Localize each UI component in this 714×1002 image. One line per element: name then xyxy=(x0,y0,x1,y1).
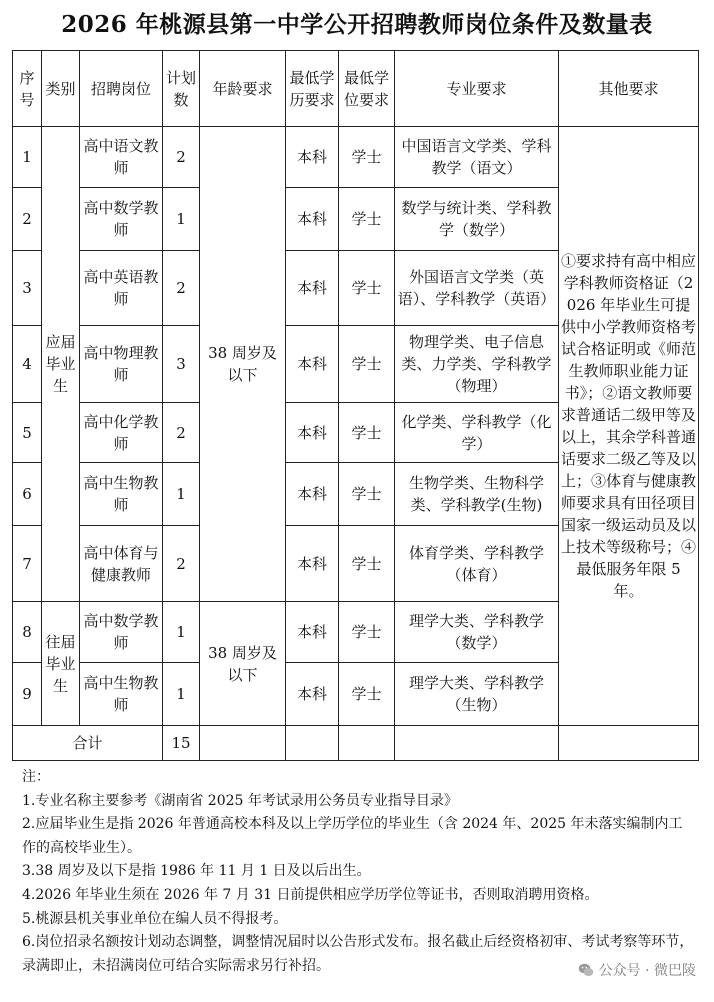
row-degree: 学士 xyxy=(339,326,395,403)
note-item: 1.专业名称主要参考《湖南省 2025 年考试录用公务员专业指导目录》 xyxy=(22,792,458,809)
header-age: 年龄要求 xyxy=(200,51,286,127)
row-position: 高中体育与健康教师 xyxy=(80,526,163,602)
header-category: 类别 xyxy=(42,51,80,127)
row-plan: 1 xyxy=(163,188,200,251)
row-major: 数学与统计类、学科教学（数学） xyxy=(395,188,559,251)
row-position: 高中物理教师 xyxy=(80,326,163,403)
row-plan: 2 xyxy=(163,403,200,463)
row-major: 中国语言文学类、学科教学（语文） xyxy=(395,127,559,188)
header-plan: 计划数 xyxy=(163,51,200,127)
total-row xyxy=(13,726,699,761)
row-plan: 3 xyxy=(163,326,200,403)
watermark xyxy=(578,960,696,980)
row-seq: 1 xyxy=(13,127,42,188)
row-seq: 8 xyxy=(13,602,42,663)
row-seq: 2 xyxy=(13,188,42,251)
row-seq: 7 xyxy=(13,526,42,602)
row-plan: 1 xyxy=(163,463,200,526)
header-other: 其他要求 xyxy=(559,51,699,127)
notes-section xyxy=(22,766,694,978)
total-label: 合计 xyxy=(13,726,163,761)
row-plan: 2 xyxy=(163,127,200,188)
row-degree: 学士 xyxy=(339,127,395,188)
note-item: 3.38 周岁及以下是指 1986 年 11 月 1 日及以后出生。 xyxy=(22,863,371,880)
note-item: 4.2026 年毕业生须在 2026 年 7 月 31 日前提供相应学历学位等证书，否则取消聘用资格。 xyxy=(22,886,599,903)
row-major: 理学大类、学科教学（生物） xyxy=(395,663,559,726)
row-major: 体育学类、学科教学（体育） xyxy=(395,526,559,602)
row-degree: 学士 xyxy=(339,403,395,463)
age-fresh: 38 周岁及以下 xyxy=(200,127,286,602)
row-seq: 3 xyxy=(13,251,42,326)
header-major: 专业要求 xyxy=(395,51,559,127)
note-item: 5.桃源县机关事业单位在编人员不得报考。 xyxy=(22,910,288,927)
row-degree: 学士 xyxy=(339,188,395,251)
row-major: 理学大类、学科教学（数学） xyxy=(395,602,559,663)
row-degree: 学士 xyxy=(339,463,395,526)
row-seq: 4 xyxy=(13,326,42,403)
notes-heading: 注： xyxy=(22,769,50,785)
row-plan: 1 xyxy=(163,602,200,663)
watermark-text: 公众号 · 微巴陵 xyxy=(598,963,696,979)
header-degree: 最低学位要求 xyxy=(339,51,395,127)
category-fresh: 应届毕业生 xyxy=(42,127,80,602)
row-degree: 学士 xyxy=(339,663,395,726)
table-row xyxy=(13,127,699,188)
row-position: 高中英语教师 xyxy=(80,251,163,326)
header-row xyxy=(13,51,699,127)
row-plan: 2 xyxy=(163,526,200,602)
row-edu: 本科 xyxy=(286,188,339,251)
row-seq: 5 xyxy=(13,403,42,463)
header-edu: 最低学历要求 xyxy=(286,51,339,127)
row-major: 外国语言文学类（英语）、学科教学（英语） xyxy=(395,251,559,326)
row-edu: 本科 xyxy=(286,463,339,526)
row-plan: 2 xyxy=(163,251,200,326)
header-position: 招聘岗位 xyxy=(80,51,163,127)
row-major: 物理学类、电子信息类、力学类、学科教学（物理） xyxy=(395,326,559,403)
row-major: 化学类、学科教学（化学） xyxy=(395,403,559,463)
row-edu: 本科 xyxy=(286,663,339,726)
wechat-icon xyxy=(578,962,594,978)
row-degree: 学士 xyxy=(339,526,395,602)
header-seq: 序号 xyxy=(13,51,42,127)
note-item: 2.应届毕业生是指 2026 年普通高校本科及以上学历学位的毕业生（含 2024 年、2025 年未落实编制内工作的高校毕业生）。 xyxy=(22,816,683,856)
category-past: 往届毕业生 xyxy=(42,602,80,726)
row-position: 高中化学教师 xyxy=(80,403,163,463)
row-position: 高中数学教师 xyxy=(80,188,163,251)
row-seq: 6 xyxy=(13,463,42,526)
row-edu: 本科 xyxy=(286,127,339,188)
other-requirements: ①要求持有高中相应学科教师资格证（2026 年毕业生可提供中小学教师资格考试合格证明或《师范生教师职业能力证书》；②语文教师要求普通话二级甲等及以上，其余学科普通话要求二级乙等及以上；③体育与健康教师要求具有田径项目国家一级运动员及以上技术等级称号；④最低服务年限 5 年。 xyxy=(559,127,699,726)
row-position: 高中数学教师 xyxy=(80,602,163,663)
row-major: 生物学类、生物科学类、学科教学(生物) xyxy=(395,463,559,526)
row-seq: 9 xyxy=(13,663,42,726)
note-item: 6.岗位招录名额按计划动态调整，调整情况届时以公告形式发布。报名截止后经资格初审、考试考察等环节，录满即止，未招满岗位可结合实际需求另行补招。 xyxy=(22,934,694,974)
row-degree: 学士 xyxy=(339,602,395,663)
recruitment-table xyxy=(12,50,699,761)
row-position: 高中语文教师 xyxy=(80,127,163,188)
row-edu: 本科 xyxy=(286,251,339,326)
row-edu: 本科 xyxy=(286,326,339,403)
row-degree: 学士 xyxy=(339,251,395,326)
age-past: 38 周岁及以下 xyxy=(200,602,286,726)
row-edu: 本科 xyxy=(286,403,339,463)
row-position: 高中生物教师 xyxy=(80,463,163,526)
total-value: 15 xyxy=(163,726,200,761)
row-plan: 1 xyxy=(163,663,200,726)
page-title: 2026 年桃源县第一中学公开招聘教师岗位条件及数量表 xyxy=(61,11,653,38)
row-edu: 本科 xyxy=(286,526,339,602)
row-edu: 本科 xyxy=(286,602,339,663)
row-position: 高中生物教师 xyxy=(80,663,163,726)
